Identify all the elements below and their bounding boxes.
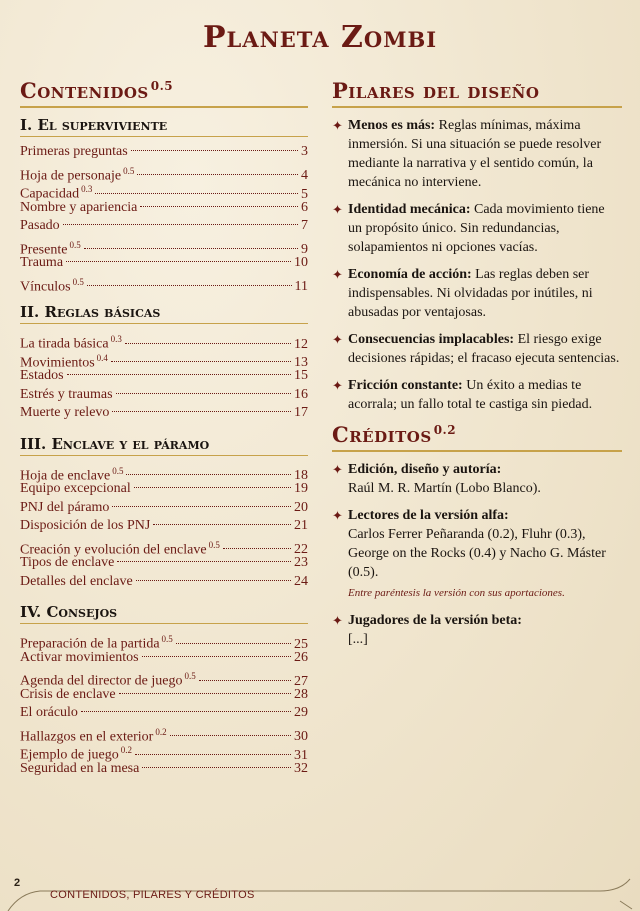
pillar-item: [332, 376, 622, 414]
toc-entry[interactable]: [20, 273, 308, 295]
toc-dot-leader: [116, 393, 291, 394]
bullet-star-icon: ✦: [332, 202, 343, 217]
toc-entry-page: 10: [294, 255, 308, 270]
toc-entry[interactable]: [20, 217, 308, 236]
toc-entry-label: [20, 273, 84, 297]
toc-entry-label: [20, 217, 60, 236]
pillar-title: Fricción constante:: [348, 378, 463, 393]
toc-entry-label: [20, 573, 133, 592]
toc-dot-leader: [67, 374, 291, 375]
toc-entry-page: 26: [294, 649, 308, 665]
toc-entry-page: 30: [294, 729, 308, 745]
bullet-star-icon: ✦: [332, 332, 343, 347]
toc-entry-version: 0.5: [184, 671, 196, 681]
toc-entry-label: [20, 649, 139, 668]
toc-dot-leader: [81, 711, 291, 712]
toc-entry-text: Presente: [20, 242, 68, 258]
toc-entry-text: Estrés y traumas: [20, 386, 113, 402]
toc-entry-version: 0.2: [120, 745, 133, 755]
toc-entry-page: 12: [294, 336, 308, 352]
pillar-text: Las reglas deben ser indispensables. Ni olvidadas por inútiles, ni abusadas por ventajosas.: [348, 267, 593, 320]
toc-dot-leader: [131, 150, 298, 151]
toc-dot-leader: [140, 206, 298, 207]
toc-entry-page: 7: [301, 218, 308, 233]
toc-dot-leader: [199, 680, 291, 681]
table-of-contents: [20, 116, 308, 778]
toc-entry-text: PNJ del páramo: [20, 499, 110, 515]
pillar-item: [332, 116, 622, 192]
toc-entry-text: Primeras preguntas: [20, 144, 128, 159]
toc-entry-label: [20, 404, 109, 423]
pillar-text: Un éxito a medias te acorrala; un fallo total te castiga sin piedad.: [348, 378, 593, 412]
pillar-text: Reglas mínimas, máxima inmersión. Si una situación se puede resolver mediante la narrativa y el sentido común, la mecánica no interviene.: [348, 118, 602, 190]
toc-section: [20, 435, 308, 592]
pillars-heading: Pilares del diseño: [332, 78, 622, 108]
toc-entry-page: 17: [294, 405, 308, 420]
toc-dot-leader: [66, 261, 291, 262]
page-title: Planeta Zombi: [202, 20, 438, 55]
credit-title: Jugadores de la versión beta:: [348, 613, 522, 628]
toc-entry-text: Trauma: [20, 255, 64, 270]
bullet-star-icon: ✦: [332, 462, 343, 477]
toc-entry[interactable]: [20, 386, 308, 405]
credit-text: Carlos Ferrer Peñaranda (0.2), Fluhr (0.3), George on the Rocks (0.4) y Nacho G. Máster (0.5).: [348, 527, 606, 580]
pillar-body: [348, 116, 622, 192]
toc-entry-label: [20, 254, 63, 273]
toc-entry-text: Muerte y relevo: [20, 405, 110, 420]
toc-entry-page: 15: [294, 368, 308, 383]
toc-entry-page: 32: [294, 760, 308, 776]
pillars-credits-column: [332, 78, 622, 657]
pillar-item: [332, 200, 622, 257]
toc-entry-label: [20, 480, 131, 499]
toc-entry-text: Agenda del director de juego: [20, 673, 183, 689]
toc-dot-leader: [111, 361, 291, 362]
toc-entry[interactable]: [20, 630, 308, 652]
toc-entry[interactable]: [20, 536, 308, 558]
toc-entry[interactable]: [20, 723, 308, 745]
toc-entry[interactable]: [20, 760, 308, 779]
toc-entry-page: 5: [301, 186, 308, 202]
toc-entry-version: 0.4: [96, 352, 108, 363]
toc-entry-version: 0.5: [161, 634, 173, 644]
toc-entry[interactable]: [20, 704, 308, 723]
credits-list: [332, 460, 622, 649]
toc-entry-text: Seguridad en la mesa: [20, 760, 140, 776]
contents-column: [20, 78, 308, 790]
credit-text: [...]: [348, 632, 368, 647]
toc-dot-leader: [63, 224, 298, 225]
credits-heading: [332, 422, 622, 452]
pillar-title: Economía de acción:: [348, 267, 472, 282]
credit-item: [332, 611, 622, 649]
toc-dot-leader: [134, 487, 291, 488]
toc-entry-page: 29: [294, 705, 308, 720]
toc-entry-text: Vínculos: [20, 279, 71, 295]
toc-section-title: II. Reglas básicas: [20, 303, 308, 324]
toc-entry-text: Detalles del enclave: [20, 573, 133, 589]
toc-entry[interactable]: [20, 349, 308, 371]
toc-entry-page: 23: [294, 555, 308, 570]
footer-text: CONTENIDOS, PILARES Y CRÉDITOS: [50, 889, 255, 901]
bullet-star-icon: ✦: [332, 267, 343, 282]
toc-dot-leader: [223, 548, 291, 549]
page-number: 2: [14, 877, 21, 889]
toc-entry-page: 19: [294, 481, 308, 496]
pillar-text: El riesgo exige decisiones rápidas; el fracaso ejecuta sentencias.: [348, 332, 620, 366]
credit-body: [348, 460, 541, 498]
credit-title: Lectores de la versión alfa:: [348, 508, 509, 523]
page-footer: [0, 871, 640, 911]
toc-entry-version: 0.3: [81, 184, 93, 194]
pillar-body: [348, 265, 622, 322]
bullet-star-icon: ✦: [332, 378, 343, 393]
pillar-body: [348, 330, 622, 368]
toc-entry-page: 18: [294, 468, 308, 484]
toc-entry-page: 28: [294, 686, 308, 702]
toc-entry-text: Creación y evolución del enclave: [20, 542, 207, 558]
credit-note: Entre paréntesis la versión con sus aportaciones.: [348, 587, 565, 599]
toc-entry-page: 22: [294, 542, 308, 558]
credit-item: [332, 506, 622, 603]
toc-dot-leader: [137, 174, 298, 175]
toc-entry-version: 0.5: [69, 239, 81, 250]
toc-entry-label: [20, 367, 64, 386]
toc-dot-leader: [95, 193, 298, 194]
toc-entry-text: Nombre y apariencia: [20, 199, 138, 215]
toc-entry-label: [20, 499, 109, 518]
toc-dot-leader: [136, 580, 291, 581]
toc-entry-page: 21: [294, 518, 308, 533]
pillar-text: Cada movimiento tiene un propósito único. Sin redundancias, solapamientos ni opciones vacías.: [348, 202, 605, 255]
toc-entry[interactable]: [20, 180, 308, 202]
pillar-body: [348, 200, 622, 257]
toc-section-title: III. Enclave y el páramo: [20, 435, 308, 456]
toc-entry-label: [20, 760, 139, 779]
toc-entry-page: 9: [301, 242, 308, 258]
toc-entry-text: Preparación de la partida: [20, 636, 160, 652]
toc-dot-leader: [125, 343, 291, 344]
credit-text: Raúl M. R. Martín (Lobo Blanco).: [348, 481, 541, 496]
toc-entry-text: Hoja de personaje: [20, 168, 122, 184]
credit-title: Edición, diseño y autoría:: [348, 462, 502, 477]
pillar-title: Menos es más:: [348, 118, 436, 133]
toc-entry-text: Hallazgos en el exterior: [20, 729, 154, 745]
pillars-list: [332, 116, 622, 414]
credits-heading-text: Créditos: [332, 422, 432, 447]
toc-entry-text: Estados: [20, 368, 64, 383]
toc-entry-text: La tirada básica: [20, 336, 109, 352]
credit-item: [332, 460, 622, 498]
toc-dot-leader: [84, 248, 298, 249]
toc-dot-leader: [87, 285, 292, 286]
toc-entry-text: Crisis de enclave: [20, 686, 116, 702]
contents-heading-version: 0.5: [150, 79, 174, 93]
toc-entry[interactable]: [20, 404, 308, 423]
toc-section: [20, 303, 308, 423]
toc-entry-page: 3: [301, 144, 308, 159]
toc-entry-label: [20, 199, 137, 218]
toc-entry-page: 24: [294, 573, 308, 589]
pillar-title: Identidad mecánica:: [348, 202, 471, 217]
toc-entry-version: 0.2: [155, 726, 167, 737]
toc-dot-leader: [119, 693, 291, 694]
toc-entry-page: 11: [294, 279, 308, 295]
bullet-star-icon: ✦: [332, 613, 343, 628]
toc-dot-leader: [135, 754, 291, 755]
toc-entry-text: Pasado: [20, 218, 60, 233]
credit-body: [348, 611, 522, 649]
toc-entry-page: 31: [294, 747, 308, 763]
toc-entry-label: [20, 686, 116, 705]
toc-entry-label: [20, 704, 78, 723]
toc-dot-leader: [126, 474, 291, 475]
toc-entry-version: 0.5: [112, 465, 124, 476]
toc-dot-leader: [170, 735, 291, 736]
toc-entry-text: Tipos de enclave: [20, 555, 115, 570]
toc-section-title: I. El superviviente: [20, 116, 308, 137]
toc-entry-page: 6: [301, 199, 308, 215]
toc-entry[interactable]: [20, 480, 308, 499]
bullet-star-icon: ✦: [332, 508, 343, 523]
toc-entry[interactable]: [20, 162, 308, 184]
pillar-body: [348, 376, 622, 414]
toc-entry-page: 16: [294, 386, 308, 402]
toc-entry-page: 25: [294, 636, 308, 652]
toc-entry[interactable]: [20, 462, 308, 484]
toc-entry-text: El oráculo: [20, 705, 78, 720]
toc-entry[interactable]: [20, 667, 308, 689]
toc-entry[interactable]: [20, 330, 308, 352]
contents-heading-text: Contenidos: [20, 78, 149, 103]
toc-entry-text: Activar movimientos: [20, 649, 139, 665]
toc-entry-page: 4: [301, 168, 308, 184]
toc-dot-leader: [142, 656, 291, 657]
toc-entry-text: Hoja de enclave: [20, 468, 111, 484]
toc-dot-leader: [176, 643, 291, 644]
credit-body: [348, 506, 622, 603]
toc-dot-leader: [117, 561, 291, 562]
toc-entry[interactable]: [20, 367, 308, 386]
toc-entry-label: [20, 554, 114, 573]
toc-entry-version: 0.3: [110, 334, 122, 344]
bullet-star-icon: ✦: [332, 118, 343, 133]
toc-entry-label: [20, 517, 150, 536]
toc-dot-leader: [142, 767, 291, 768]
toc-entry[interactable]: [20, 143, 308, 162]
toc-dot-leader: [153, 524, 291, 525]
contents-heading: [20, 78, 308, 108]
toc-section: [20, 603, 308, 778]
toc-entry-text: Ejemplo de juego: [20, 747, 119, 763]
credits-heading-version: 0.2: [433, 423, 457, 437]
toc-entry-label: [20, 386, 113, 405]
toc-entry[interactable]: [20, 199, 308, 218]
toc-entry-version: 0.5: [72, 276, 84, 287]
toc-entry-text: Equipo excepcional: [20, 481, 131, 496]
toc-entry-text: Movimientos: [20, 355, 95, 371]
pillar-title: Consecuencias implacables:: [348, 332, 515, 347]
toc-entry-text: Capacidad: [20, 186, 80, 202]
pillar-item: [332, 330, 622, 368]
toc-entry-page: 13: [294, 355, 308, 371]
toc-entry-page: 27: [294, 673, 308, 689]
toc-entry[interactable]: [20, 236, 308, 258]
toc-section: [20, 116, 308, 295]
toc-entry-version: 0.5: [208, 539, 220, 550]
toc-entry-label: [20, 143, 128, 162]
toc-entry-text: Disposición de los PNJ: [20, 518, 151, 533]
pillar-item: [332, 265, 622, 322]
toc-section-title: IV. Consejos: [20, 603, 308, 624]
toc-entry-page: 20: [294, 499, 308, 515]
toc-dot-leader: [112, 411, 291, 412]
toc-entry[interactable]: [20, 499, 308, 518]
toc-entry[interactable]: [20, 573, 308, 592]
toc-entry[interactable]: [20, 517, 308, 536]
toc-entry-version: 0.5: [123, 165, 135, 176]
toc-dot-leader: [112, 506, 291, 507]
